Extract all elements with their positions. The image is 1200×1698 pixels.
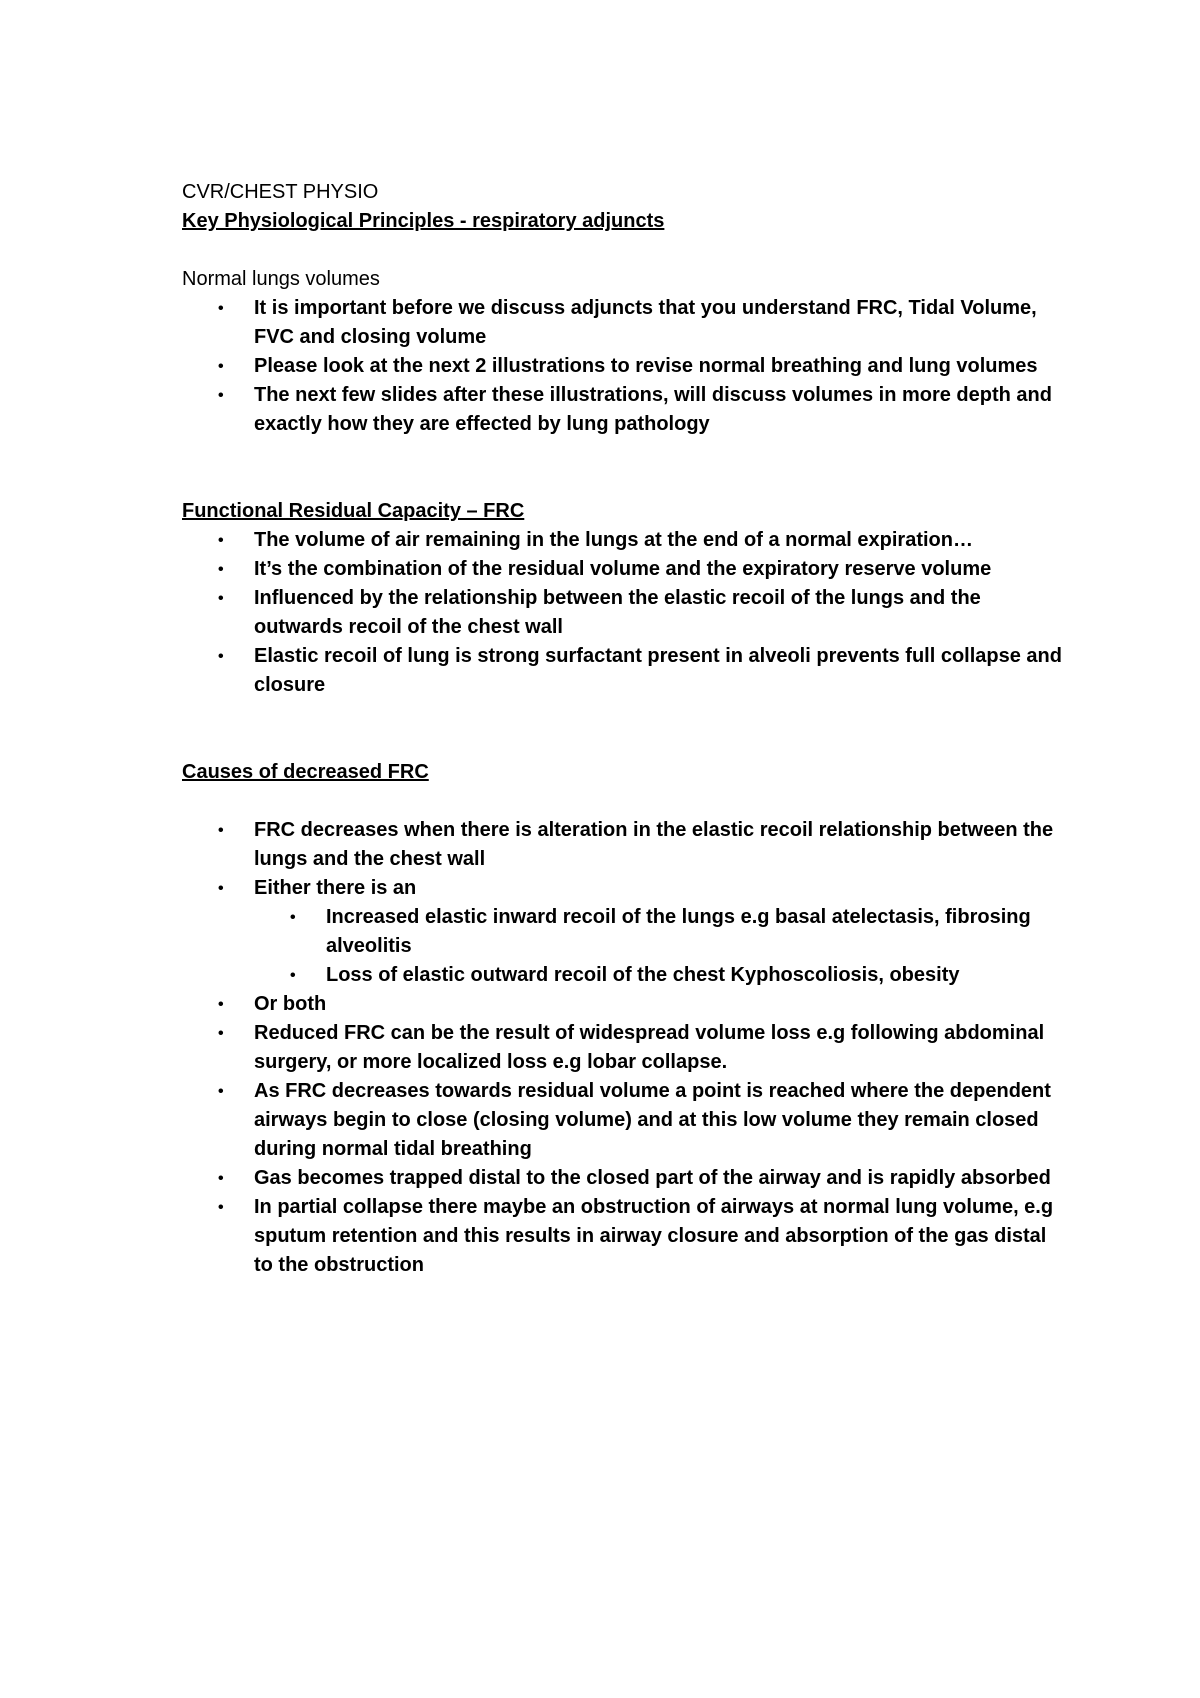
list-item (182, 1077, 1062, 1164)
list-item: • Please look at the next 2 illustrations to revise normal breathing and lung volumes (182, 352, 1062, 381)
list-item: • Gas becomes trapped distal to the closed part of the airway and is rapidly absorbed (182, 1164, 1062, 1193)
sub-list-item: • Increased elastic inward recoil of the lungs e.g basal atelectasis, fibrosing alveolitis (254, 903, 1062, 961)
list-item: • Elastic recoil of lung is strong surfactant present in alveoli prevents full collapse and closure (182, 642, 1062, 700)
section-heading-frc: Functional Residual Capacity – FRC (182, 500, 525, 522)
list-item: • Reduced FRC can be the result of widespread volume loss e.g following abdominal surgery, or more localized loss e.g lobar collapse. (182, 1019, 1062, 1077)
document-title: CVR/CHEST PHYSIO (182, 181, 379, 203)
list-item: • Or both (182, 990, 1062, 1019)
list-item: • FRC decreases when there is alteration in the elastic recoil relationship between the lungs and the chest wall (182, 816, 1062, 874)
bullet-list-frc (182, 526, 1062, 700)
closing-volume-term: closing volume (479, 1109, 626, 1131)
list-item (182, 874, 1062, 990)
subheading-normal-lung-volumes: Normal lungs volumes (182, 268, 380, 290)
sub-bullet-list (254, 903, 1062, 990)
bullet-list-normal-volumes (182, 294, 1062, 439)
section-heading-key-principles: Key Physiological Principles - respiratory adjuncts (182, 210, 665, 232)
list-item-text-post: ) and at this low volume they remain closed during normal tidal breathing (254, 1109, 1039, 1160)
document-page (182, 178, 1062, 1280)
list-item-text: Either there is an (254, 877, 417, 899)
list-item: • It’s the combination of the residual volume and the expiratory reserve volume (182, 555, 1062, 584)
section-heading-decreased-frc: Causes of decreased FRC (182, 761, 429, 783)
list-item: • The volume of air remaining in the lungs at the end of a normal expiration… (182, 526, 1062, 555)
bullet-list-decreased-frc (182, 816, 1062, 1280)
list-item-text-pre: As FRC decreases towards residual volume a point is reached where the dependent airways begin to close ( (254, 1080, 1051, 1131)
list-item: • The next few slides after these illustrations, will discuss volumes in more depth and exactly how they are effected by lung pathology (182, 381, 1062, 439)
list-item: • Influenced by the relationship between the elastic recoil of the lungs and the outwards recoil of the chest wall (182, 584, 1062, 642)
sub-list-item: • Loss of elastic outward recoil of the chest Kyphoscoliosis, obesity (254, 961, 1062, 990)
list-item: • It is important before we discuss adjuncts that you understand FRC, Tidal Volume, FVC and closing volume (182, 294, 1062, 352)
list-item: • In partial collapse there maybe an obstruction of airways at normal lung volume, e.g sputum retention and this results in airway closure and absorption of the gas distal to the obstruction (182, 1193, 1062, 1280)
